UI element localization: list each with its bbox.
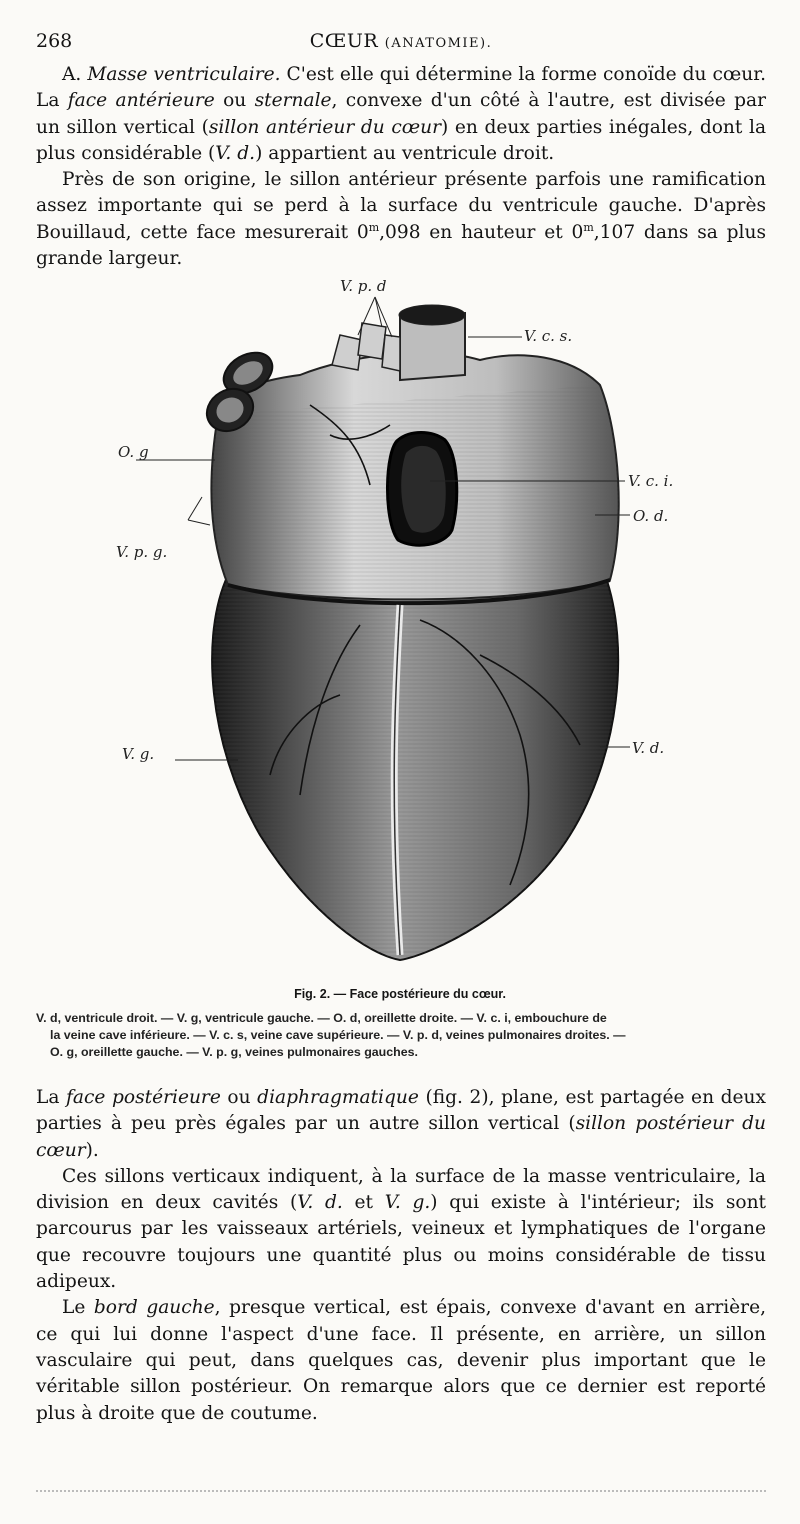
label-og: O. g [118,443,149,461]
figure-legend [36,1010,771,1061]
text-run: et [342,1192,385,1214]
text-run: ,098 en hauteur et 0 [379,221,584,243]
term-bord-gauche: bord gauche [93,1297,215,1319]
heart-illustration [100,275,740,965]
running-title [36,30,766,52]
legend-line: la veine cave inférieure. — V. c. s, veine cave supérieure. — V. p. d, veines pulmonaires droites. — [50,1028,626,1042]
label-vpd: V. p. d [340,277,387,295]
term-face-posterieure: face postérieure [66,1087,221,1108]
legend-line: O. g, oreillette gauche. — V. p. g, veines pulmonaires gauches. [50,1045,418,1059]
text-run: , presque vertical, est épais, convexe d'avant en arrière, ce qui lui donne l'aspect d'une face. Il présente, en arrière, un sillon vasculaire qui peut, dans quelques cas, devenir plus important que le véritable sillon postérieur. On remarque alors que ce dernier est reporté plus à droite que de coutume. [36,1297,766,1424]
label-vcs: V. c. s. [524,327,573,345]
running-title-paren: (ANATOMIE). [384,36,493,51]
section-title: Masse ventriculaire. [87,64,281,85]
running-title-main: CŒUR [309,30,379,52]
label-vpg: V. p. g. [116,543,168,561]
term-sillon-anterieur: sillon antérieur du cœur [208,116,442,138]
text-run: Le [62,1297,94,1319]
unit-superscript: m [583,220,594,234]
term-diaphragmatique: diaphragmatique [257,1087,419,1108]
legend-line: V. d, ventricule droit. — V. g, ventricule gauche. — O. d, oreillette droite. — V. c. i, embouchure de [36,1011,607,1025]
text-run: Près de son origine, le sillon antérieur présente parfois une ramification assez importante qui se perd à la surface du ventricule gauche. D'après Bouillaud, cette face mesurerait 0 [36,169,766,243]
running-header [36,30,766,60]
term-sternale: sternale [254,90,332,112]
text-run: , convexe d'un côté à l'autre, est divisée par un sillon vertical ( [36,90,767,138]
section-letter: A. [62,64,88,85]
abbr-vg: V. g. [384,1192,431,1214]
label-vci: V. c. i. [628,472,674,490]
paragraph-face-posterieure [36,1085,766,1164]
text-run: C'est elle qui détermine la forme conoïde du cœur. La [36,64,767,112]
page-number: 268 [36,30,73,52]
abbr-vd: V. d. [297,1192,343,1214]
text-run: ) appartient au ventricule droit. [255,142,555,164]
label-od: O. d. [633,507,669,525]
text-run: ) en deux parties inégales, dont la plus considérable ( [36,116,767,164]
text-run: ) qui existe à l'intérieur; ils sont parcourus par les vaisseaux artériels, veineux et lymphatiques de l'organe que recouvre toujours une quantité plus ou moins considérable de tissu adipeux. [36,1192,767,1293]
top-text-block [36,62,766,272]
text-run: ou [220,1087,258,1108]
heart-figure [100,275,740,965]
term-sillon-posterieur: sillon postérieur du cœur [36,1113,766,1161]
paragraph-bord-gauche [36,1295,766,1426]
footer-rule [36,1490,766,1494]
text-run: (fig. 2), plane, est partagée en deux parties à peu près égales par un autre sillon vertical ( [36,1087,766,1135]
paragraph-sillons-verticaux [36,1164,766,1295]
text-run: ). [85,1139,99,1161]
term-face-anterieure: face antérieure [67,90,215,112]
bottom-text-block [36,1085,766,1427]
figure-caption: Fig. 2. — Face postérieure du cœur. [294,987,506,1001]
label-vd: V. d. [632,739,665,757]
unit-superscript: m [368,220,380,234]
text-run: Ces sillons verticaux indiquent, à la surface de la masse ventriculaire, la division en deux cavités ( [36,1165,766,1214]
text-run: La [36,1087,67,1108]
text-run: ou [214,90,255,112]
paragraph-masse-ventriculaire [36,62,766,167]
abbr-vd: V. d. [215,142,256,164]
text-run: ,107 dans sa plus grande largeur. [36,221,766,270]
paragraph-sillon-anterieur [36,167,766,272]
label-vg: V. g. [122,745,155,763]
